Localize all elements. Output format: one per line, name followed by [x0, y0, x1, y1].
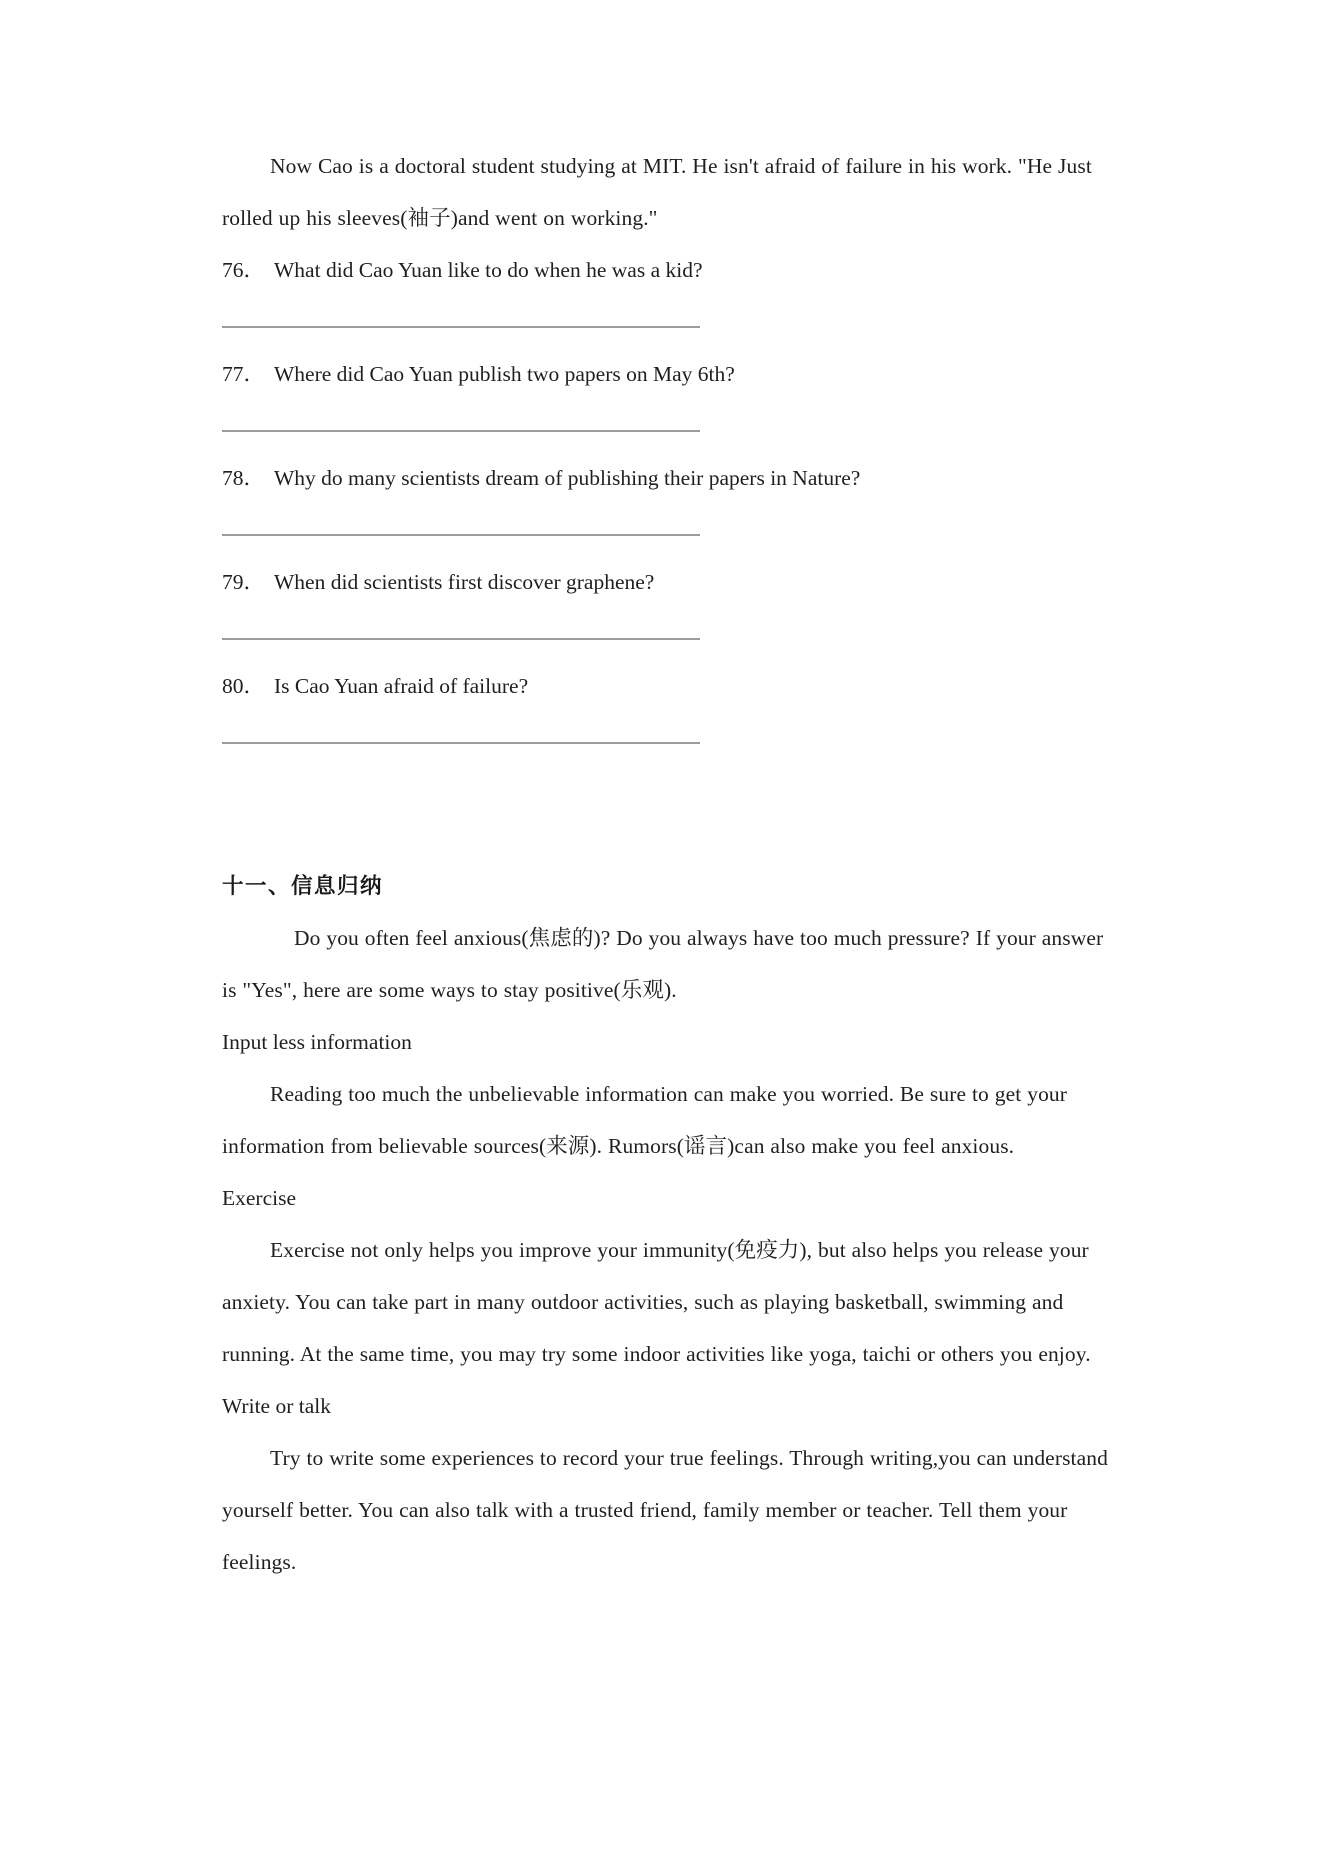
question-79-text: When did scientists first discover graphene? [274, 570, 655, 594]
question-80-text: Is Cao Yuan afraid of failure? [274, 674, 529, 698]
section-gap-spacer [222, 764, 1112, 860]
topic-title-input-less-information: Input less information [222, 1030, 412, 1054]
question-78 [222, 452, 1112, 504]
section-intro-paragraph: Do you often feel anxious(焦虑的)? Do you always have too much pressure? If your answer is "Yes", here are some ways to stay positive(乐观). [222, 926, 1104, 1002]
topic-title-exercise: Exercise [222, 1186, 297, 1210]
question-79 [222, 556, 1112, 608]
answer-line-80[interactable] [222, 712, 1112, 764]
question-76-text: What did Cao Yuan like to do when he was a kid? [274, 258, 703, 282]
answer-line-76[interactable] [222, 296, 1112, 348]
question-78-number: 78． [222, 466, 266, 490]
question-77-text: Where did Cao Yuan publish two papers on May 6th? [274, 362, 735, 386]
topic-body-write-or-talk: Try to write some experiences to record your true feelings. Through writing,you can understand yourself better. You can also talk with a trusted friend, family member or teacher. Tell them your feelings. [222, 1446, 1108, 1574]
question-77 [222, 348, 1112, 400]
question-77-number: 77． [222, 362, 266, 386]
answer-line-78[interactable] [222, 504, 1112, 556]
question-78-text: Why do many scientists dream of publishing their papers in Nature? [274, 466, 861, 490]
question-80-number: 80． [222, 674, 266, 698]
question-76 [222, 244, 1112, 296]
page-content [222, 0, 1112, 1588]
topic-body-input-less-information: Reading too much the unbelievable information can make you worried. Be sure to get your information from believable sources(来源). Rumors(谣言)can also make you feel anxious. [222, 1082, 1068, 1158]
reading-passage-paragraph: Now Cao is a doctoral student studying at MIT. He isn't afraid of failure in his work. "He Just rolled up his sleeves(袖子)and went on working." [222, 154, 1092, 230]
top-margin-spacer [222, 0, 1112, 140]
question-80 [222, 660, 1112, 712]
topic-title-write-or-talk: Write or talk [222, 1394, 331, 1418]
answer-line-77[interactable] [222, 400, 1112, 452]
question-76-number: 76． [222, 258, 266, 282]
answer-line-79[interactable] [222, 608, 1112, 660]
section-heading: 十一、信息归纳 [222, 874, 384, 898]
topic-body-exercise: Exercise not only helps you improve your immunity(免疫力), but also helps you release your anxiety. You can take part in many outdoor activities, such as playing basketball, swimming and running. At the same time, you may try some indoor activities like yoga, taichi or others you enjoy. [222, 1238, 1091, 1366]
question-79-number: 79． [222, 570, 266, 594]
